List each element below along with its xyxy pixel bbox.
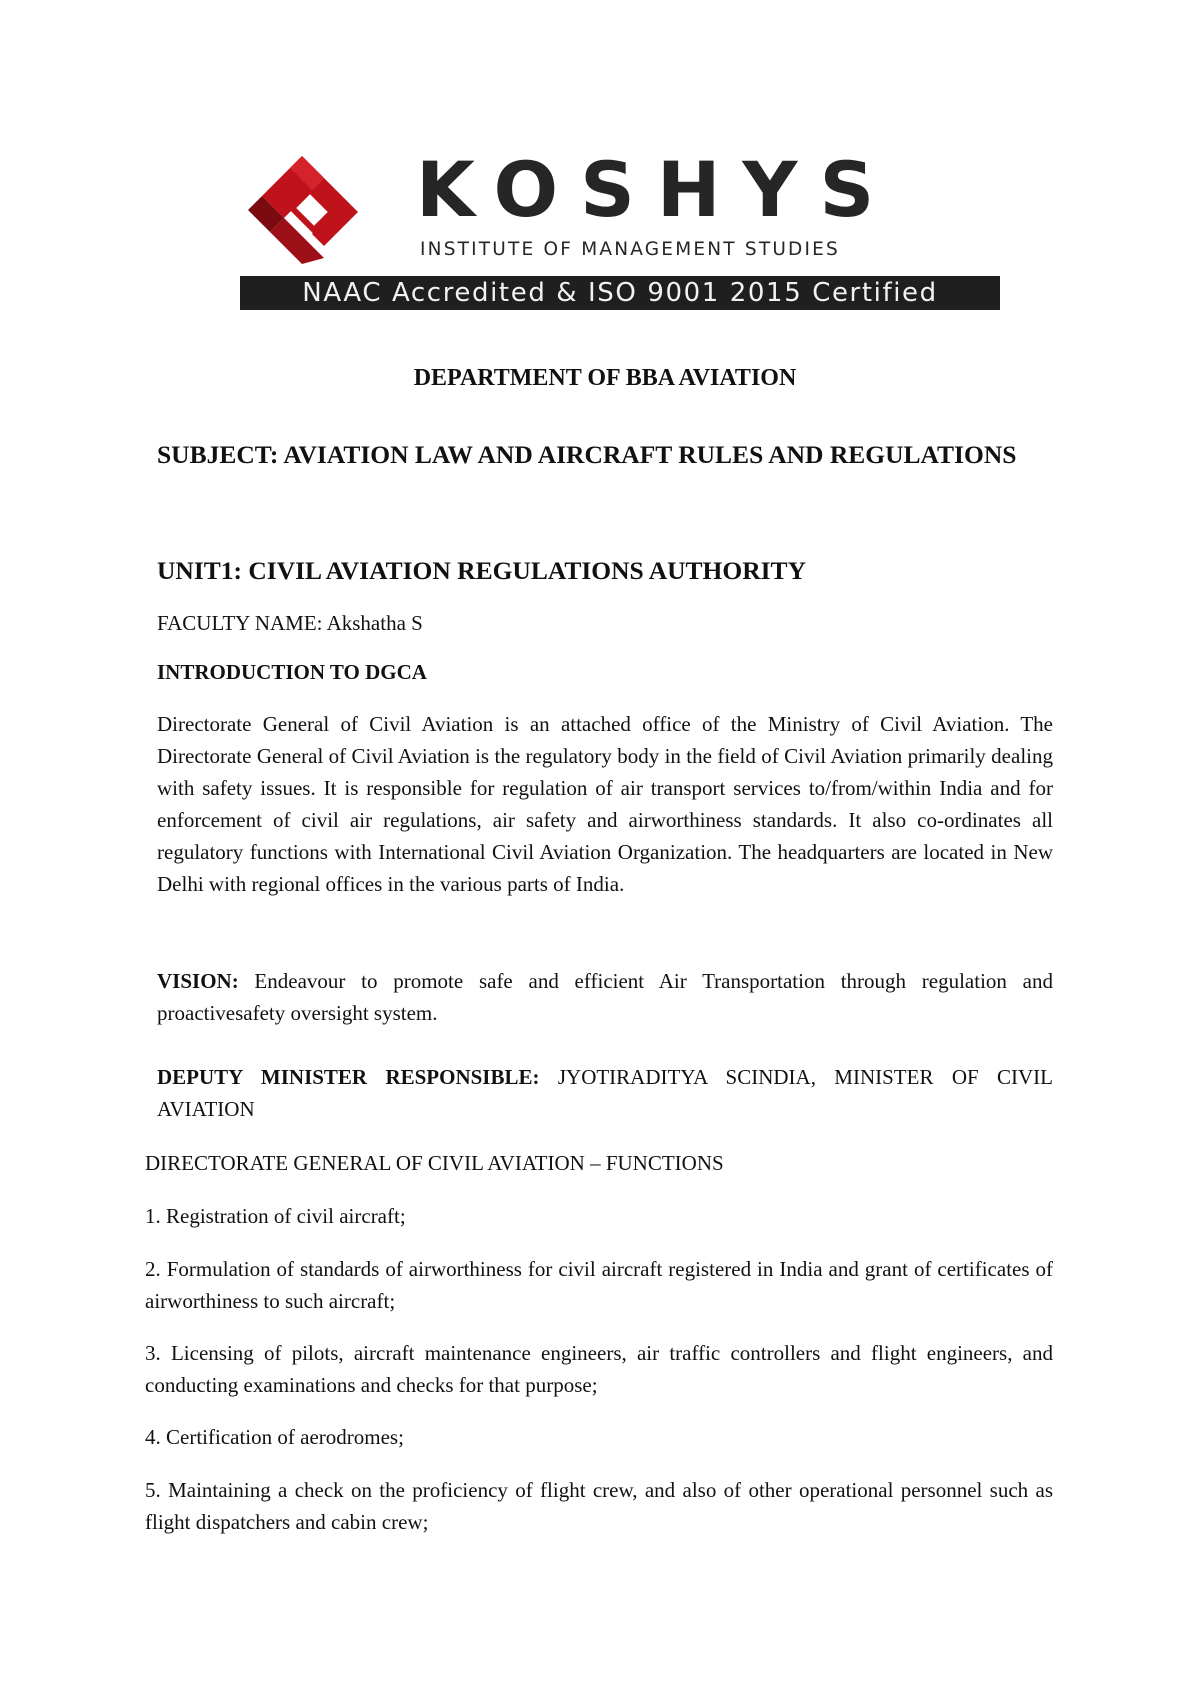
koshys-emblem-icon [240,150,370,265]
function-item: 2. Formulation of standards of airworthiness for civil aircraft registered in India and grant of certificates of airworthiness to such aircraft; [145,1257,1053,1313]
faculty-name: FACULTY NAME: Akshatha S [157,611,423,635]
vision-text: Endeavour to promote safe and efficient Air Transportation through regulation and proactivesafety oversight system. [157,969,1053,1025]
function-item: 4. Certification of aerodromes; [145,1425,404,1449]
function-item: 3. Licensing of pilots, aircraft maintenance engineers, air traffic controllers and flight engineers, and conducting examinations and checks for that purpose; [145,1341,1053,1397]
function-item: 5. Maintaining a check on the proficiency of flight crew, and also of other operational personnel such as flight dispatchers and cabin crew; [145,1478,1053,1534]
minister-paragraph [157,1061,1053,1125]
institute-logo [240,145,1000,310]
minister-label: DEPUTY MINISTER RESPONSIBLE: [157,1065,540,1089]
institute-name: KOSHYS [416,145,897,234]
minister-text: JYOTIRADITYA SCINDIA, MINISTER OF CIVIL AVIATION [157,1065,1053,1121]
functions-heading: DIRECTORATE GENERAL OF CIVIL AVIATION – FUNCTIONS [145,1151,724,1175]
department-heading: DEPARTMENT OF BBA AVIATION [413,365,797,391]
subject-line-2: REGULATIONS [829,440,1017,469]
institute-subtitle: INSTITUTE OF MANAGEMENT STUDIES [420,239,840,260]
accreditation-banner: NAAC Accredited & ISO 9001 2015 Certified [240,276,1000,310]
intro-heading: INTRODUCTION TO DGCA [157,660,427,684]
subject-line-1: SUBJECT: AVIATION LAW AND AIRCRAFT RULES AND [157,440,824,469]
unit-heading: UNIT1: CIVIL AVIATION REGULATIONS AUTHORITY [157,556,806,585]
vision-paragraph [157,965,1053,1029]
subject-heading [157,437,1053,473]
function-item: 1. Registration of civil aircraft; [145,1204,406,1228]
vision-label: VISION: [157,969,239,993]
intro-paragraph: Directorate General of Civil Aviation is an attached office of the Ministry of Civil Aviation. The Directorate General of Civil Aviation is the regulatory body in the field of Civil Aviation primarily dealing with safety issues. It is responsible for regulation of air transport services to/from/within India and for enforcement of civil air regulations, air safety and airworthiness standards. It also co-ordinates all regulatory functions with International Civil Aviation Organization. The headquarters are located in New Delhi with regional offices in the various parts of India. [157,712,1053,896]
